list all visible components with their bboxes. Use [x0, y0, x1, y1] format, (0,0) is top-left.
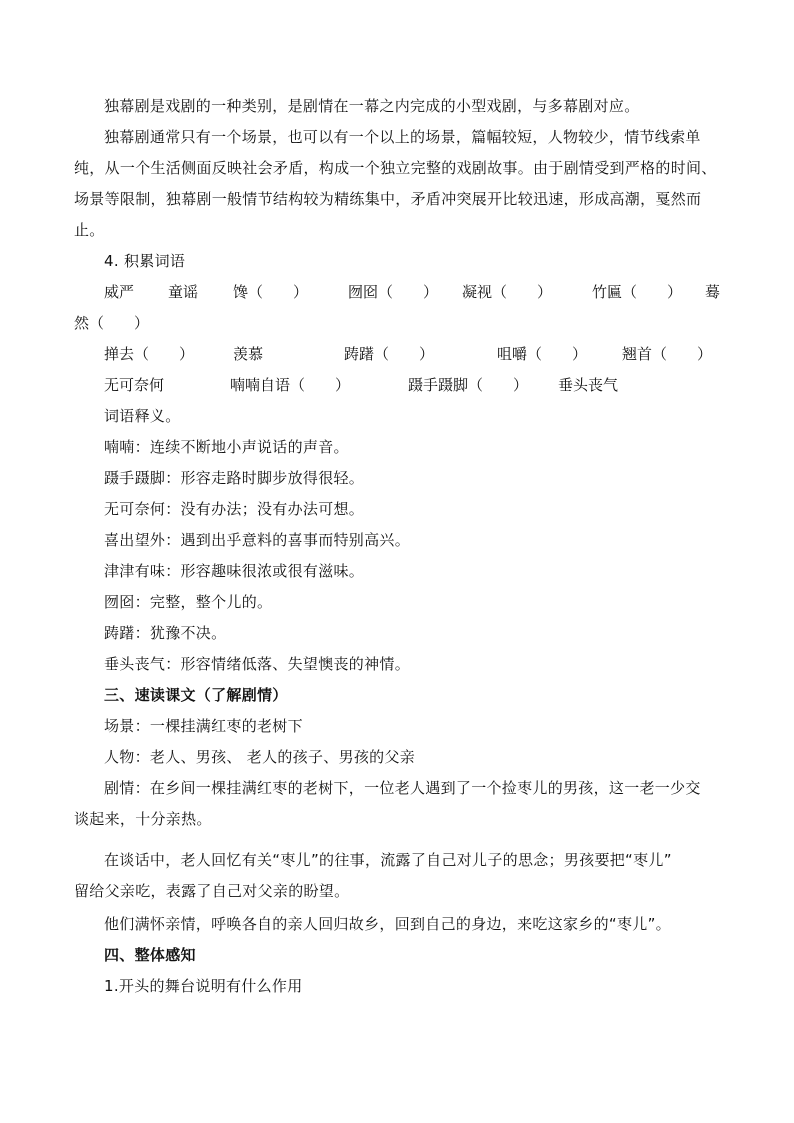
meaning-item: 踌躇：犹豫不决。	[104, 624, 227, 642]
talk-line-1: 在谈话中，老人回忆有关“枣儿”的往事，流露了自己对儿子的思念；男孩要把“枣儿”	[104, 851, 672, 869]
meaning-title: 词语释义。	[104, 407, 181, 425]
vocab-word: 踌躇（ ）	[344, 345, 435, 363]
vocab-word: 竹匾（ ）	[592, 283, 683, 301]
scene-line: 场景：一棵挂满红枣的老树下	[104, 717, 303, 735]
vocab-word: 馋（ ）	[233, 283, 309, 301]
meaning-item: 蹑手蹑脚：形容走路时脚步放得很轻。	[104, 469, 365, 487]
vocab-word: 威严	[104, 283, 135, 301]
vocab-word: 囫囵（ ）	[348, 283, 439, 301]
intro-paragraph-1: 独幕剧是戏剧的一种类别，是剧情在一幕之内完成的小型戏剧，与多幕剧对应。	[104, 97, 640, 115]
meaning-item: 喜出望外：遇到出乎意料的喜事而特别高兴。	[104, 531, 411, 549]
vocab-word: 羡慕	[233, 345, 264, 363]
vocab-word: 翘首（ ）	[622, 345, 713, 363]
meaning-item: 垂头丧气：形容情绪低落、失望懊丧的神情。	[104, 655, 411, 673]
intro-paragraph-2-line-1: 独幕剧通常只有一个场景，也可以有一个以上的场景，篇幅较短，人物较少，情节线索单	[104, 128, 701, 146]
intro-paragraph-2-line-4: 止。	[74, 221, 105, 239]
call-line: 他们满怀亲情，呼唤各自的亲人回归故乡，回到自己的身边，来吃这家乡的“枣儿”。	[104, 915, 671, 933]
plot-line-1: 剧情：在乡间一棵挂满红枣的老树下，一位老人遇到了一个捡枣儿的男孩，这一老一少交	[104, 779, 701, 797]
people-line: 人物：老人、男孩、 老人的孩子、男孩的父亲	[104, 748, 416, 766]
intro-paragraph-2-line-3: 场景等限制，独幕剧一般情节结构较为精练集中，矛盾冲突展开比较迅速，形成高潮，戛然而	[74, 190, 702, 208]
vocab-word: 咀嚼（ ）	[497, 345, 588, 363]
vocab-word: 凝视（ ）	[462, 283, 553, 301]
talk-line-2: 留给父亲吃，表露了自己对父亲的盼望。	[74, 882, 350, 900]
question-1: 1.开头的舞台说明有什么作用	[104, 977, 303, 995]
vocab-heading: 4. 积累词语	[104, 252, 186, 270]
section-3-heading: 三、速读课文（了解剧情）	[104, 686, 288, 704]
vocab-word: 喃喃自语（ ）	[230, 376, 351, 394]
meaning-item: 无可奈何：没有办法；没有办法可想。	[104, 500, 365, 518]
meaning-item: 喃喃：连续不断地小声说话的声音。	[104, 438, 349, 456]
vocab-word: 无可奈何	[104, 376, 165, 394]
vocab-word: 童谣	[168, 283, 199, 301]
meaning-item: 囫囵：完整，整个儿的。	[104, 593, 273, 611]
vocab-word: 蹑手蹑脚（ ）	[408, 376, 529, 394]
intro-paragraph-2-line-2: 纯，从一个生活侧面反映社会矛盾，构成一个独立完整的戏剧故事。由于剧情受到严格的时间、	[74, 159, 717, 177]
vocab-word: 掸去（ ）	[104, 345, 195, 363]
meaning-item: 津津有味：形容趣味很浓或很有滋味。	[104, 562, 365, 580]
vocab-word: 垂头丧气	[558, 376, 619, 394]
plot-line-2: 谈起来，十分亲热。	[74, 810, 212, 828]
section-4-heading: 四、整体感知	[104, 946, 196, 964]
vocab-word: 然（ ）	[74, 314, 150, 332]
vocab-word: 蓦	[705, 283, 721, 301]
